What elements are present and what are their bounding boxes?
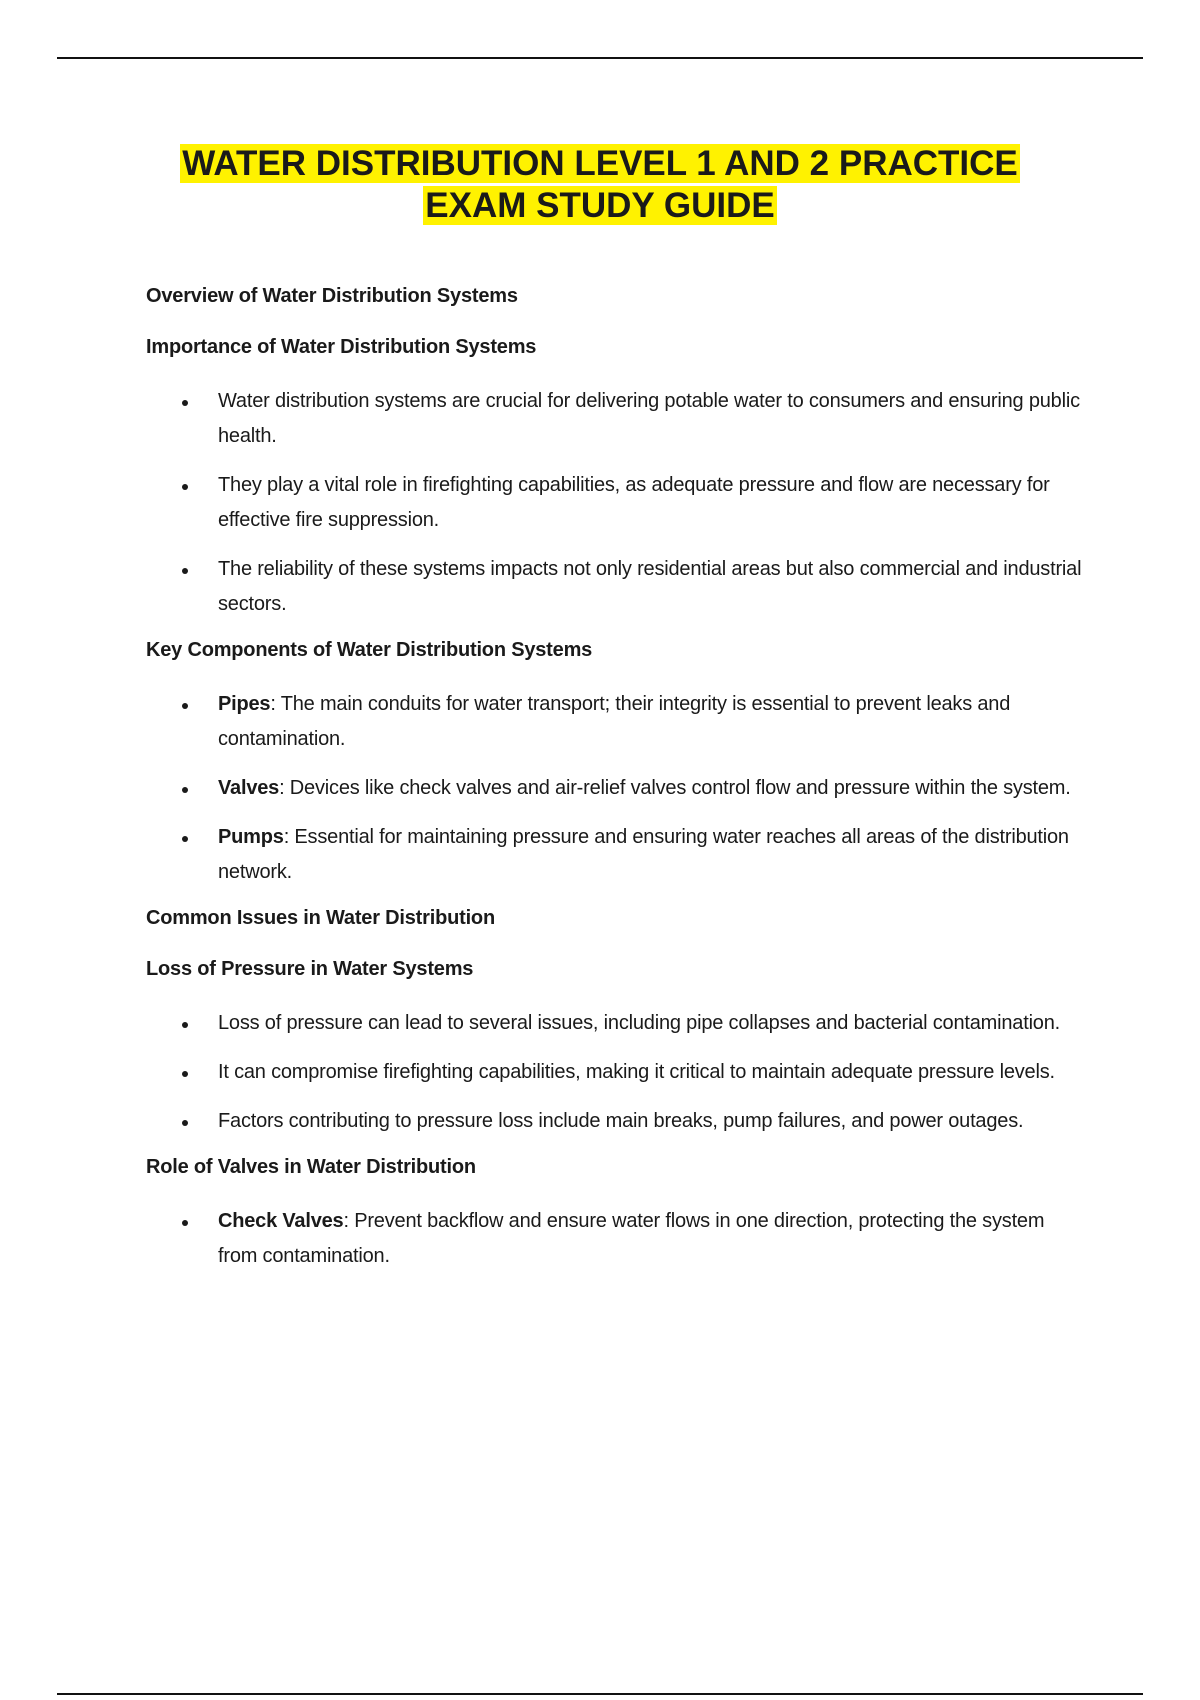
bullet-icon [182,484,188,490]
valves-role-list [146,1204,1086,1274]
bullet-icon [182,400,188,406]
document-body [146,282,1086,1288]
section-heading-overview: Overview of Water Distribution Systems [146,285,518,307]
term-valves: Valves [218,777,280,799]
term-pipes: Pipes [218,693,271,715]
list-item: Factors contributing to pressure loss include main breaks, pump failures, and power outages. [146,1104,1086,1139]
section-heading-components: Key Components of Water Distribution Systems [146,639,593,661]
list-item: Pipes: The main conduits for water transport; their integrity is essential to prevent leaks and contamination. [146,687,1086,757]
bullet-icon [182,1120,188,1126]
list-item: Water distribution systems are crucial for delivering potable water to consumers and ensuring public health. [146,384,1086,454]
document-title [0,143,1200,227]
bullet-icon [182,1071,188,1077]
list-item: Loss of pressure can lead to several issues, including pipe collapses and bacterial contamination. [146,1006,1086,1041]
term-pumps: Pumps [218,826,284,848]
title-line-2: EXAM STUDY GUIDE [425,186,775,225]
bullet-icon [182,787,188,793]
list-item: They play a vital role in firefighting capabilities, as adequate pressure and flow are necessary for effective fire suppression. [146,468,1086,538]
list-item: Pumps: Essential for maintaining pressure and ensuring water reaches all areas of the distribution network. [146,820,1086,890]
list-item: It can compromise firefighting capabilities, making it critical to maintain adequate pressure levels. [146,1055,1086,1090]
bullet-icon [182,703,188,709]
bullet-icon [182,1220,188,1226]
bullet-icon [182,1022,188,1028]
bullet-icon [182,836,188,842]
section-heading-pressure-loss: Loss of Pressure in Water Systems [146,958,474,980]
pressure-loss-list [146,1006,1086,1139]
components-list [146,687,1086,890]
list-item: The reliability of these systems impacts not only residential areas but also commercial and industrial sectors. [146,552,1086,622]
top-rule [57,57,1143,59]
bottom-rule [57,1693,1143,1695]
section-heading-common-issues: Common Issues in Water Distribution [146,907,495,929]
importance-list [146,384,1086,622]
list-item: Check Valves: Prevent backflow and ensure water flows in one direction, protecting the system from contamination. [146,1204,1086,1274]
title-line-1: WATER DISTRIBUTION LEVEL 1 AND 2 PRACTICE [182,144,1018,183]
section-heading-valves-role: Role of Valves in Water Distribution [146,1156,476,1178]
term-check-valves: Check Valves [218,1210,344,1232]
bullet-icon [182,568,188,574]
list-item: Valves: Devices like check valves and air-relief valves control flow and pressure within the system. [146,771,1086,806]
section-heading-importance: Importance of Water Distribution Systems [146,336,537,358]
